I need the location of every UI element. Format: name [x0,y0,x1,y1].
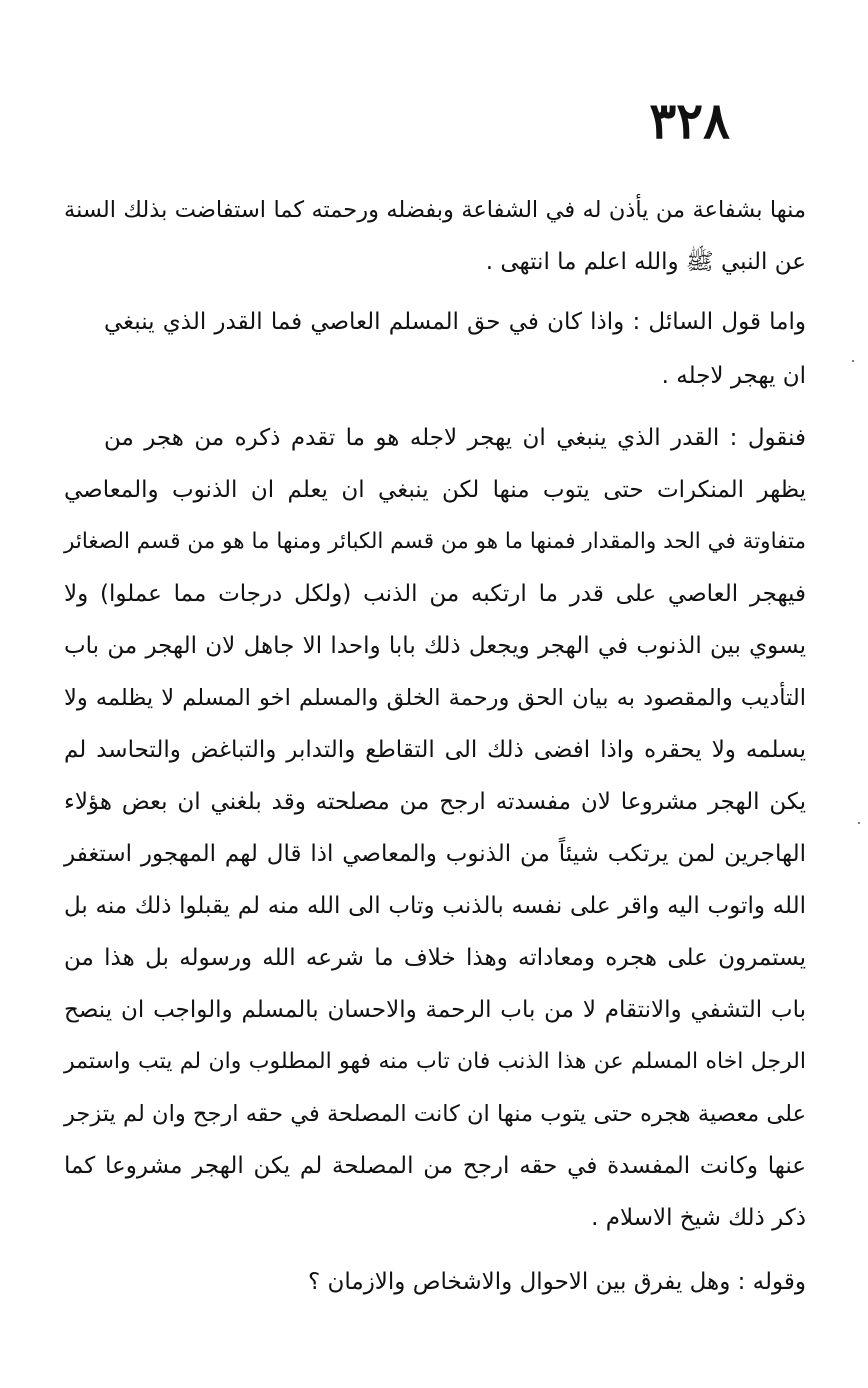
text-line: واما قول السائل : واذا كان في حق المسلم العاصي فما القدر الذي ينبغي [104,309,806,335]
scan-speck [852,360,854,362]
text-line: وقوله : وهل يفرق بين الاحوال والاشخاص والازمان ؟ [307,1269,806,1295]
text-line: ذكر ذلك شيخ الاسلام . [591,1205,806,1231]
text-line: التأديب والمقصود به بيان الحق ورحمة الخلق والمسلم اخو المسلم لا يظلمه ولا [64,685,806,711]
text-line: فيهجر العاصي على قدر ما ارتكبه من الذنب (ولكل درجات مما عملوا) ولا [64,581,806,607]
text-line: الرجل اخاه المسلم عن هذا الذنب فان تاب منه فهو المطلوب وان لم يتب واستمر [64,1049,806,1074]
text-line: منها بشفاعة من يأذن له في الشفاعة وبفضله ورحمته كما استفاضت بذلك السنة [64,197,806,223]
text-line: يسوي بين الذنوب في الهجر ويجعل ذلك بابا واحدا الا جاهل لان الهجر من باب [64,633,806,659]
text-line: عن النبي ﷺ والله اعلم ما انتهى . [485,249,806,275]
text-line: ان يهجر لاجله . [661,363,806,389]
text-line: الهاجرين لمن يرتكب شيئاً من الذنوب والمعاصي اذا قال لهم المهجور استغفر [64,841,806,867]
text-line: الله واتوب اليه واقر على نفسه بالذنب وتاب الى الله منه لم يقبلوا ذلك منه بل [64,893,806,919]
text-line: يستمرون على هجره ومعاداته وهذا خلاف ما شرعه الله ورسوله بل هذا من [64,945,806,971]
text-line: يسلمه ولا يحقره واذا افضى ذلك الى التقاطع والتدابر والتباغض والتحاسد لم [64,737,806,763]
text-line: على معصية هجره حتى يتوب منها ان كانت المصلحة في حقه ارجح وان لم يتزجر [64,1101,806,1127]
scan-speck [858,822,860,824]
page-number: ٣٢٨ [649,91,730,150]
text-line: يظهر المنكرات حتى يتوب منها لكن ينبغي ان يعلم ان الذنوب والمعاصي [64,477,806,503]
text-line: فنقول : القدر الذي ينبغي ان يهجر لاجله هو ما تقدم ذكره من هجر من [104,425,806,451]
text-line: يكن الهجر مشروعا لان مفسدته ارجح من مصلحته وقد بلغني ان بعض هؤلاء [64,789,806,815]
text-line: باب التشفي والانتقام لا من باب الرحمة والاحسان بالمسلم والواجب ان ينصح [64,997,806,1023]
text-line: عنها وكانت المفسدة في حقه ارجح من المصلحة لم يكن الهجر مشروعا كما [64,1153,806,1179]
text-line: متفاوتة في الحد والمقدار فمنها ما هو من قسم الكبائر ومنها ما هو من قسم الصغائر [64,529,806,554]
